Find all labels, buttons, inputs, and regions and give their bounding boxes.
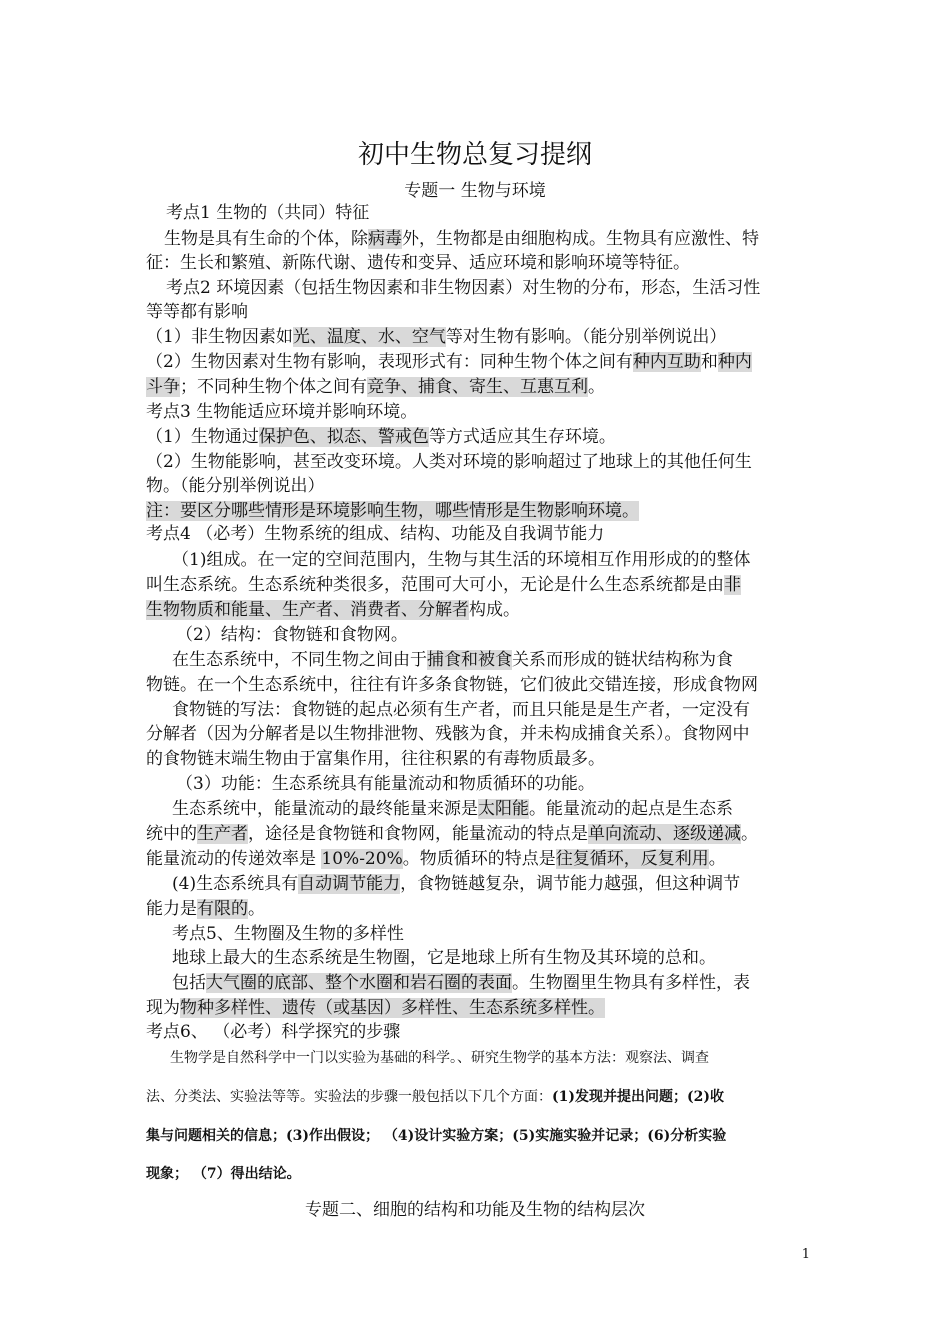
paragraph-line: 能量流动的传递效率是 10%-20%。物质循环的特点是往复循环，反复利用。 <box>146 849 726 869</box>
point-4-heading: 考点4 （必考）生物系统的组成、结构、功能及自我调节能力 <box>146 524 605 544</box>
paragraph-line: （2）结构：食物链和食物网。 <box>176 625 408 645</box>
paragraph-line: 物链。在一个生态系统中，往往有许多条食物链，它们彼此交错连接，形成食物网 <box>146 675 758 695</box>
paragraph-line: （1）非生物因素如光、温度、水、空气等对生物有影响。（能分别举例说出） <box>146 327 727 347</box>
paragraph-line: 叫生态系统。生态系统种类很多，范围可大可小，无论是什么生态系统都是由非 <box>146 575 741 595</box>
paragraph-line: 在生态系统中，不同生物之间由于捕食和被食关系而形成的链状结构称为食 <box>172 650 733 670</box>
paragraph-line: 现为物种多样性、遗传（或基因）多样性、生态系统多样性。 <box>146 998 605 1018</box>
point-1-heading: 考点1 生物的（共同）特征 <box>166 203 370 223</box>
paragraph-line: 物。（能分别举例说出） <box>146 476 325 496</box>
point-2-heading: 考点2 环境因素（包括生物因素和非生物因素）对生物的分布，形态，生活习性 <box>166 278 761 298</box>
paragraph-line: 生物物质和能量、生产者、消费者、分解者构成。 <box>146 600 520 620</box>
paragraph-line: 生态系统中，能量流动的最终能量来源是太阳能。能量流动的起点是生态系 <box>172 799 733 819</box>
note-line: 注：要区分哪些情形是环境影响生物，哪些情形是生物影响环境。 <box>146 501 639 521</box>
paragraph-line: （2）生物能影响，甚至改变环境。人类对环境的影响超过了地球上的其他任何生 <box>146 452 752 472</box>
paragraph-line: 斗争；不同种生物个体之间有竞争、捕食、寄生、互惠互利。 <box>146 377 605 397</box>
topic-heading-1: 专题一 生物与环境 <box>404 181 546 201</box>
paragraph-line: 法、分类法、实验法等等。实验法的步骤一般包括以下几个方面：(1)发现并提出问题；(2)收 <box>146 1089 724 1105</box>
paragraph-line: 生物学是自然科学中一门以实验为基础的科学。、研究生物学的基本方法：观察法、调查 <box>170 1050 709 1066</box>
paragraph-line: 现象； （7）得出结论。 <box>146 1166 301 1182</box>
paragraph-line: 征：生长和繁殖、新陈代谢、遗传和变异、适应环境和影响环境等特征。 <box>146 253 690 273</box>
paragraph-line: 食物链的写法：食物链的起点必须有生产者，而且只能是是生产者，一定没有 <box>172 700 750 720</box>
paragraph-line: （2）生物因素对生物有影响，表现形式有：同种生物个体之间有种内互助和种内 <box>146 352 752 372</box>
point-5-heading: 考点5、生物圈及生物的多样性 <box>172 924 404 944</box>
page-number: 1 <box>801 1247 810 1262</box>
paragraph-line: 的食物链末端生物由于富集作用，往往积累的有毒物质最多。 <box>146 749 605 769</box>
paragraph-line: 集与问题相关的信息；(3)作出假设； （4)设计实验方案；(5)实施实验并记录；(6)分析实验 <box>146 1128 727 1144</box>
paragraph-line: 分解者（因为分解者是以生物排泄物、残骸为食，并未构成捕食关系）。食物网中 <box>146 724 750 744</box>
paragraph-line: 生物是具有生命的个体，除病毒外，生物都是由细胞构成。生物具有应激性、特 <box>164 229 759 249</box>
paragraph-line: 能力是有限的。 <box>146 899 265 919</box>
page-title: 初中生物总复习提纲 <box>357 140 592 170</box>
topic-heading-2: 专题二、细胞的结构和功能及生物的结构层次 <box>305 1200 645 1220</box>
point-6-heading: 考点6、 （必考）科学探究的步骤 <box>146 1022 401 1042</box>
paragraph-line: 等等都有影响 <box>146 302 248 322</box>
paragraph-line: 地球上最大的生态系统是生物圈，它是地球上所有生物及其环境的总和。 <box>172 948 716 968</box>
paragraph-line: 包括大气圈的底部、整个水圈和岩石圈的表面。生物圈里生物具有多样性，表 <box>172 973 750 993</box>
paragraph-line: （1）生物通过保护色、拟态、警戒色等方式适应其生存环境。 <box>146 427 616 447</box>
point-3-heading: 考点3 生物能适应环境并影响环境。 <box>146 402 418 422</box>
paragraph-line: (4)生态系统具有自动调节能力，食物链越复杂，调节能力越强，但这种调节 <box>172 874 741 894</box>
paragraph-line: （3）功能：生态系统具有能量流动和物质循环的功能。 <box>176 774 595 794</box>
paragraph-line: （1)组成。在一定的空间范围内，生物与其生活的环境相互作用形成的的整体 <box>172 550 751 570</box>
paragraph-line: 统中的生产者，途径是食物链和食物网，能量流动的特点是单向流动、逐级递减。 <box>146 824 758 844</box>
